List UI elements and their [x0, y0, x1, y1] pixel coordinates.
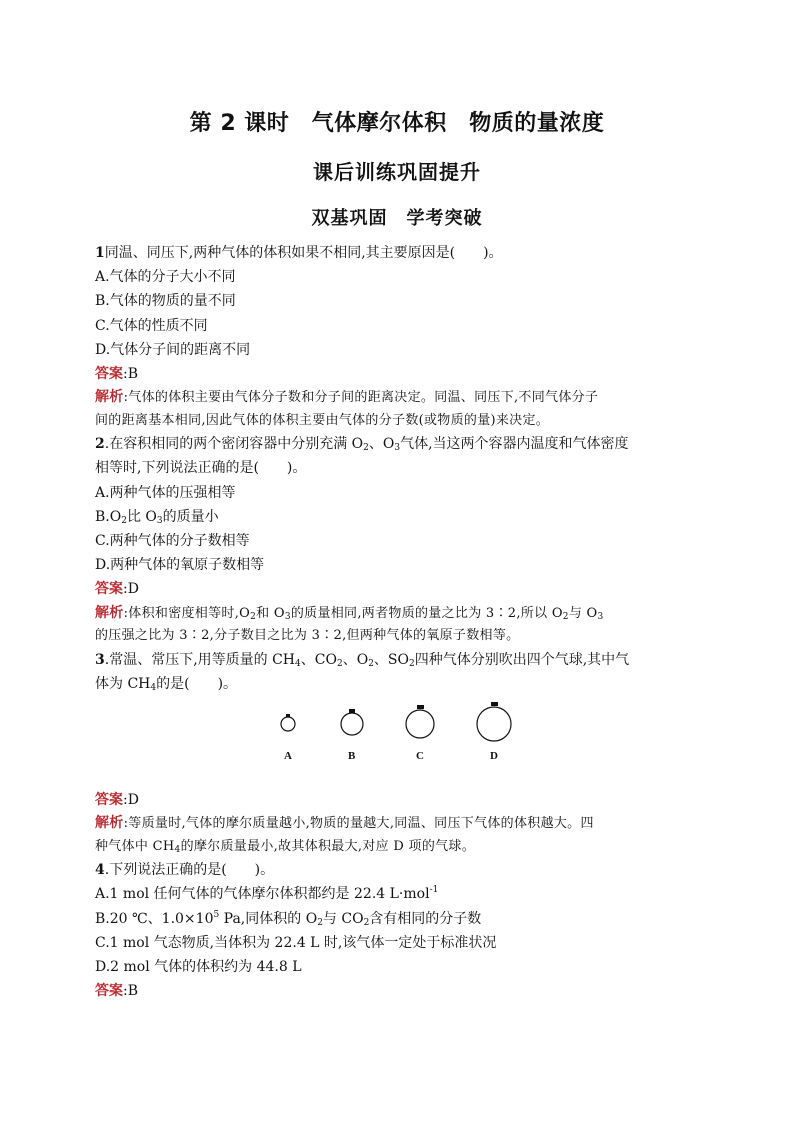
balloon-d	[477, 702, 511, 741]
balloon-b	[341, 709, 363, 735]
balloon-a	[281, 714, 295, 731]
question-3-stem-line2: 体为 $CH_4$的是( )。	[95, 675, 238, 693]
question-1-option-c: C.气体的性质不同	[95, 317, 208, 334]
answer-label: 答案	[95, 792, 123, 809]
question-1-explanation-line2: 间的距离基本相同,因此气体的体积主要由气体的分子数(或物质的量)来决定。	[95, 412, 550, 428]
question-2-option-b: $B.O_2$比 $O_3$的质量小	[95, 508, 219, 526]
question-1-option-b: B.气体的物质的量不同	[95, 293, 236, 310]
question-2-option-c: C.两种气体的分子数相等	[95, 533, 250, 550]
question-3-explanation-line2: 种气体中 $CH_4$的摩尔质量最小,故其体积最大,对应 D 项的气球。	[95, 838, 476, 855]
explanation-label: 解析	[95, 815, 124, 832]
question-2-option-d: D.两种气体的氧原子数相等	[95, 557, 265, 574]
question-4-stem: 4.下列说法正确的是( )。	[95, 862, 275, 879]
balloon-label-a: A	[284, 750, 292, 763]
question-3-stem: 3.常温、常压下,用等质量的 $CH_4$、$CO_2$、$O_2$、$SO_2$四种气体分别吹出四个气球,其中气	[95, 651, 630, 669]
question-4-answer: 答案:B	[95, 983, 139, 1000]
balloon-label-b: B	[348, 750, 356, 763]
balloon-diagram	[95, 702, 700, 782]
question-4-option-a: A.1 mol 任何气体的气体摩尔体积都约是 22.4 L·mol$^{-1}$	[95, 885, 439, 903]
answer-label: 答案	[95, 983, 123, 1000]
balloon-label-c: C	[416, 750, 424, 763]
question-1-explanation: 解析:气体的体积主要由气体分子数和分子间的距离决定。同温、同压下,不同气体分子	[95, 389, 599, 406]
section-heading: 双基巩固 学考突破	[311, 208, 483, 229]
question-3-explanation: 解析:等质量时,气体的摩尔质量越小,物质的量越大,同温、同压下气体的体积越大。四	[95, 815, 594, 832]
balloon-label-d: D	[490, 750, 498, 763]
balloon-figure	[95, 702, 700, 782]
explanation-label: 解析	[95, 389, 124, 406]
question-1-option-d: D.气体分子间的距离不同	[95, 341, 251, 358]
question-1-stem: 1同温、同压下,两种气体的体积如果不相同,其主要原因是( )。	[95, 245, 503, 261]
question-2-explanation-line2: 的压强之比为 3∶2,分子数目之比为 3∶2,但两种气体的氧原子数相等。	[95, 628, 520, 644]
lesson-subtitle: 课后训练巩固提升	[313, 160, 481, 184]
question-2-answer: 答案:D	[95, 581, 139, 598]
question-2-stem: 2.在容积相同的两个密闭容器中分别充满 $O_2$、$O_3$气体,当这两个容器内温度和气体密度	[95, 436, 629, 454]
question-4-option-d: D.2 mol 气体的体积约为 44.8 L	[95, 959, 302, 976]
question-2-option-a: A.两种气体的压强相等	[95, 484, 236, 501]
question-4-option-c: C.1 mol 气态物质,当体积为 22.4 L 时,该气体一定处于标准状况	[95, 934, 497, 951]
question-list	[95, 241, 700, 1003]
question-1-option-a: A.气体的分子大小不同	[95, 269, 236, 286]
question-2-stem-line2: 相等时,下列说法正确的是( )。	[95, 460, 307, 477]
answer-label: 答案	[95, 366, 123, 383]
explanation-label: 解析	[95, 604, 124, 621]
lesson-title: 第 2 课时 气体摩尔体积 物质的量浓度	[189, 111, 605, 136]
answer-label: 答案	[95, 581, 123, 598]
balloon-c	[406, 705, 434, 738]
question-4-option-b: B.20 ℃、$1.0\times 10^5$ Pa,同体积的 $O_2$与 $CO_2$含有相同的分子数	[95, 909, 482, 928]
question-3-answer: 答案:D	[95, 792, 139, 809]
question-1-answer: 答案:B	[95, 366, 139, 383]
question-2-explanation: 解析:体积和密度相等时$,O_2$和 $O_3$的质量相同,两者物质的量之比为 3∶2,所以 $O_2$与 $O_3$	[95, 604, 604, 622]
